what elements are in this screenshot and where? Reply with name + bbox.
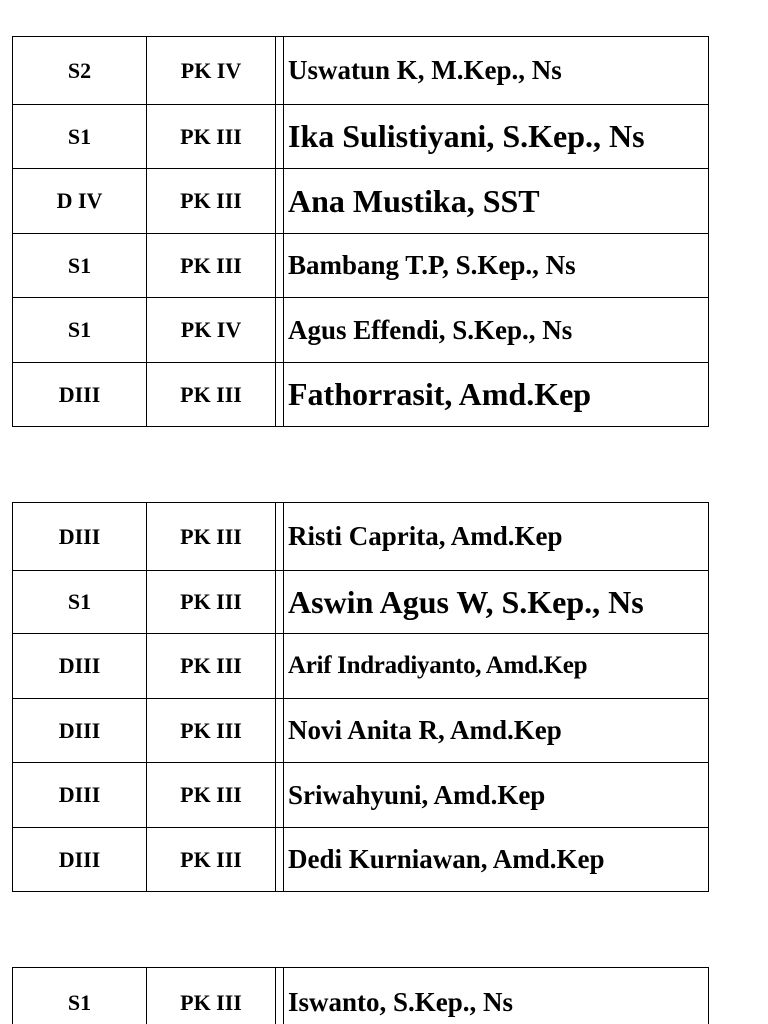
separator-cell (276, 298, 284, 363)
education-cell: DIII (13, 763, 147, 828)
rank-cell: PK III (147, 169, 276, 234)
separator-cell (276, 37, 284, 105)
rank-cell: PK III (147, 634, 276, 699)
table-row (13, 634, 709, 699)
separator-cell (276, 105, 284, 169)
education-cell: S1 (13, 105, 147, 169)
education-cell: DIII (13, 699, 147, 763)
rank-cell: PK IV (147, 298, 276, 363)
table-row (13, 363, 709, 427)
rank-cell: PK III (147, 363, 276, 427)
name-cell: Ana Mustika, SST (284, 169, 709, 234)
staff-table-2 (12, 502, 709, 892)
name-cell: Arif Indradiyanto, Amd.Kep (284, 634, 709, 699)
table-row (13, 828, 709, 892)
name-cell: Ika Sulistiyani, S.Kep., Ns (284, 105, 709, 169)
name-cell: Sriwahyuni, Amd.Kep (284, 763, 709, 828)
separator-cell (276, 503, 284, 571)
name-cell: Agus Effendi, S.Kep., Ns (284, 298, 709, 363)
separator-cell (276, 363, 284, 427)
rank-cell: PK III (147, 828, 276, 892)
separator-cell (276, 763, 284, 828)
rank-cell: PK IV (147, 37, 276, 105)
staff-table-3 (12, 967, 709, 1024)
table-row (13, 503, 709, 571)
table-row (13, 968, 709, 1024)
education-cell: D IV (13, 169, 147, 234)
separator-cell (276, 571, 284, 634)
separator-cell (276, 634, 284, 699)
name-cell: Fathorrasit, Amd.Kep (284, 363, 709, 427)
table-row (13, 699, 709, 763)
separator-cell (276, 234, 284, 298)
rank-cell: PK III (147, 699, 276, 763)
rank-cell: PK III (147, 234, 276, 298)
education-cell: DIII (13, 363, 147, 427)
table-row (13, 234, 709, 298)
name-cell: Bambang T.P, S.Kep., Ns (284, 234, 709, 298)
table-row (13, 105, 709, 169)
separator-cell (276, 968, 284, 1024)
name-cell: Dedi Kurniawan, Amd.Kep (284, 828, 709, 892)
separator-cell (276, 699, 284, 763)
rank-cell: PK III (147, 968, 276, 1024)
education-cell: S1 (13, 234, 147, 298)
separator-cell (276, 828, 284, 892)
education-cell: S1 (13, 571, 147, 634)
name-cell: Uswatun K, M.Kep., Ns (284, 37, 709, 105)
table-row (13, 169, 709, 234)
education-cell: S2 (13, 37, 147, 105)
rank-cell: PK III (147, 503, 276, 571)
name-cell: Aswin Agus W, S.Kep., Ns (284, 571, 709, 634)
table-row (13, 763, 709, 828)
rank-cell: PK III (147, 105, 276, 169)
table-row (13, 298, 709, 363)
name-cell: Risti Caprita, Amd.Kep (284, 503, 709, 571)
name-cell: Iswanto, S.Kep., Ns (284, 968, 709, 1024)
name-cell: Novi Anita R, Amd.Kep (284, 699, 709, 763)
staff-table-1 (12, 36, 709, 427)
education-cell: DIII (13, 503, 147, 571)
rank-cell: PK III (147, 763, 276, 828)
education-cell: DIII (13, 828, 147, 892)
education-cell: S1 (13, 298, 147, 363)
table-row (13, 571, 709, 634)
education-cell: DIII (13, 634, 147, 699)
table-row (13, 37, 709, 105)
separator-cell (276, 169, 284, 234)
rank-cell: PK III (147, 571, 276, 634)
education-cell: S1 (13, 968, 147, 1024)
